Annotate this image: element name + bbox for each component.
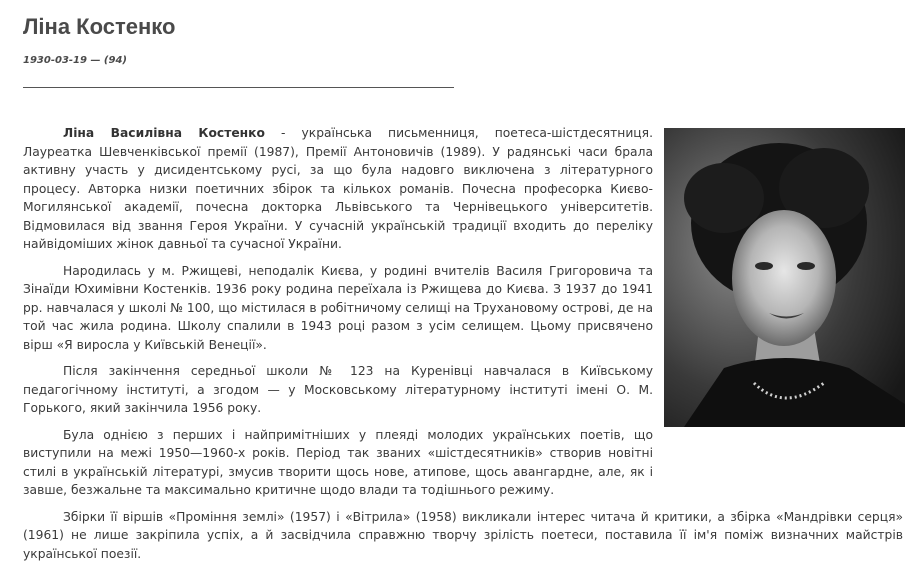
portrait-illustration [664, 128, 905, 427]
bio-paragraph: Після закінчення середньої школи № 123 на Куренівці навчалася в Київському педагогічному інституті, а згодом — у Московському літературному інституті імені О. М. Горького, який закінчила 1956 року. [23, 364, 653, 415]
bio-paragraph: Ліна Василівна Костенко - українська письменниця, поетеса-шістдесятниця. Лауреатка Шевченківської премії (1987), Премії Антоновичів (1989). У радянські часи брала активну участь у дисидентському русі, за що була надовго виключена з літературного процесу. Авторка низки поетичних збірок та кількох романів. Почесна професорка Києво-Могилянської академії, почесна докторка Львівського та Чернівецького університетів. Відмовилася від звання Героя України. У сучасній українській традиції входить до переліку найвідоміших жінок давньої та сучасної України. [23, 126, 653, 251]
bio-paragraph: Була однією з перших і найпримітніших у плеяді молодих українських поетів, що виступили на межі 1950—1960-х років. Період так званих «шістдесятників» створив новітні стилі в українській літературі, змусив творити щось нове, атипове, щось авангардне, але, як і завше, безжальне та максимально критичне щодо влади та тодішнього режиму. [23, 427, 653, 497]
full-name: Ліна Василівна Костенко [63, 126, 265, 140]
biography [23, 124, 903, 571]
bio-paragraph: Збірки її віршів «Проміння землі» (1957) і «Вітрила» (1958) викликали інтерес читача й критики, а збірка «Мандрівки серця» (1961) не лише закріпила успіх, а й засвідчила справжню творчу зрілість поетеси, поставила її ім'я поміж визначних майстрів української поезії. [23, 509, 903, 561]
divider [23, 87, 454, 88]
page-title: Ліна Костенко [23, 14, 176, 39]
life-dates: 1930-03-19 — (94) [23, 55, 127, 66]
portrait-photo [664, 128, 905, 427]
bio-paragraph: Народилась у м. Ржищеві, неподалік Києва, у родині вчителів Василя Григоровича та Зінаїди Юхимівни Костенків. 1936 року родина переїхала із Ржищева до Києва. З 1937 до 1941 рр. навчалася у школі № 100, що містилася в робітничому селищі на Трухановому острові, де на той час жила родина. Школу спалили в 1943 році разом з усім селищем. Цьому присвячено вірш «Я виросла у Київській Венеції». [23, 263, 653, 352]
